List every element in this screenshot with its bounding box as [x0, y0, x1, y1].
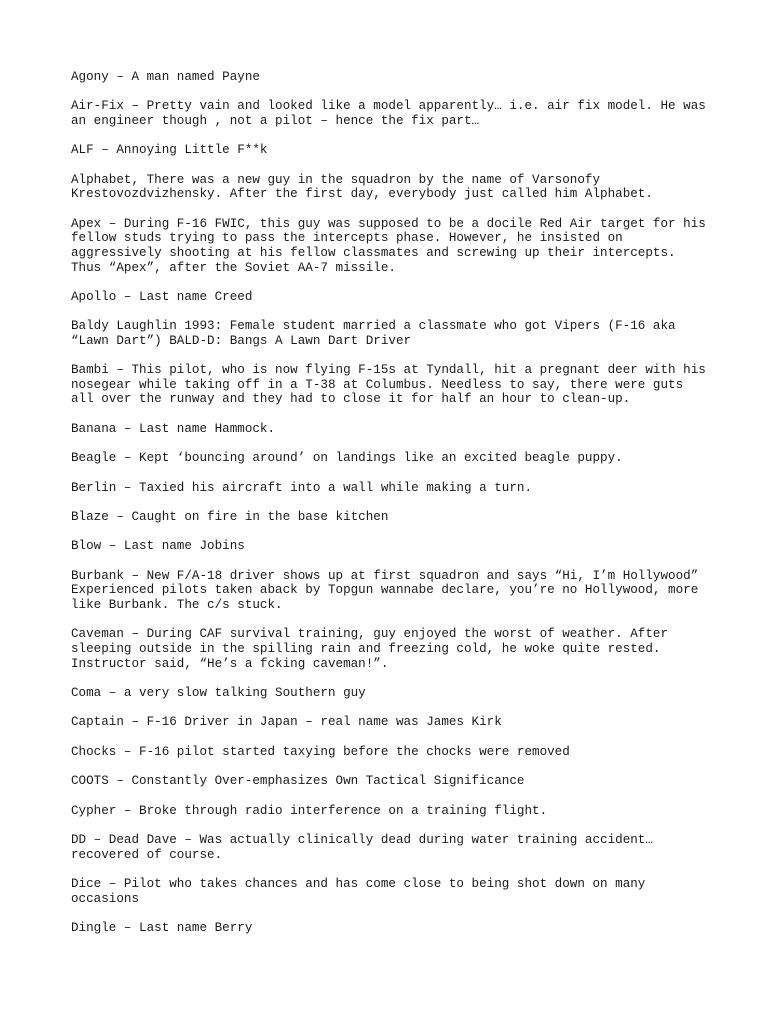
callsign-entry-cypher: Cypher – Broke through radio interference on a training flight.: [71, 803, 548, 818]
callsign-entry-air-fix: Air-Fix – Pretty vain and looked like a model apparently… i.e. air fix model. He was an engineer though , not a pilot – hence the fix part…: [71, 99, 706, 128]
callsign-entry-apex: Apex – During F-16 FWIC, this guy was supposed to be a docile Red Air target for his fellow studs trying to pass the intercepts phase. However, he insisted on aggressively shooting at his fellow classmates and screwing up their intercepts. Thus “Apex”, after the Soviet AA-7 missile.: [71, 216, 706, 275]
callsign-entry-dingle: Dingle – Last name Berry: [71, 920, 253, 935]
callsign-entry-chocks: Chocks – F-16 pilot started taxying before the chocks were removed: [71, 744, 570, 759]
callsign-entry-agony: Agony – A man named Payne: [71, 70, 260, 84]
document-page: [71, 70, 711, 936]
callsign-entry-dd: DD – Dead Dave – Was actually clinically dead during water training accident… recovered of course.: [71, 832, 653, 862]
callsign-entry-banana: Banana – Last name Hammock.: [71, 421, 276, 436]
callsign-entry-coma: Coma – a very slow talking Southern guy: [71, 685, 366, 700]
callsign-entry-bambi: Bambi – This pilot, who is now flying F-15s at Tyndall, hit a pregnant deer with his nosegear while taking off in a T-38 at Columbus. Needless to say, there were guts all over the runway and they had to close it for half an hour to clean-up.: [71, 363, 706, 407]
callsign-entry-coots: COOTS – Constantly Over-emphasizes Own Tactical Significance: [71, 774, 525, 789]
callsign-entry-alphabet: Alphabet, There was a new guy in the squadron by the name of Varsonofy Krestovozdvizhensky. After the first day, everybody just called him Alphabet.: [71, 172, 653, 202]
callsign-entry-captain: Captain – F-16 Driver in Japan – real name was James Kirk: [71, 715, 502, 730]
callsign-entry-berlin: Berlin – Taxied his aircraft into a wall while making a turn.: [71, 480, 533, 495]
callsign-entry-dice: Dice – Pilot who takes chances and has come close to being shot down on many occasions: [71, 876, 646, 906]
callsign-entry-apollo: Apollo – Last name Creed: [71, 289, 253, 304]
callsign-entry-caveman: Caveman – During CAF survival training, guy enjoyed the worst of weather. After sleeping outside in the spilling rain and freezing cold, he woke quite rested. Instructor said, “He’s a fcking caveman!”.: [71, 627, 669, 671]
callsign-entry-beagle: Beagle – Kept ‘bouncing around’ on landings like an excited beagle puppy.: [71, 451, 623, 466]
callsign-entry-baldy: Baldy Laughlin 1993: Female student married a classmate who got Vipers (F-16 aka “Lawn Dart”) BALD-D: Bangs A Lawn Dart Driver: [71, 319, 676, 348]
callsign-entry-alf: ALF – Annoying Little F**k: [71, 143, 268, 158]
callsign-entry-burbank: Burbank – New F/A-18 driver shows up at first squadron and says “Hi, I’m Hollywood” Experienced pilots taken aback by Topgun wannabe declare, you’re no Hollywood, more like Burbank. The c/s stuck.: [71, 568, 699, 613]
callsign-entry-blow: Blow – Last name Jobins: [71, 539, 245, 554]
callsign-entry-blaze: Blaze – Caught on fire in the base kitchen: [71, 510, 389, 525]
